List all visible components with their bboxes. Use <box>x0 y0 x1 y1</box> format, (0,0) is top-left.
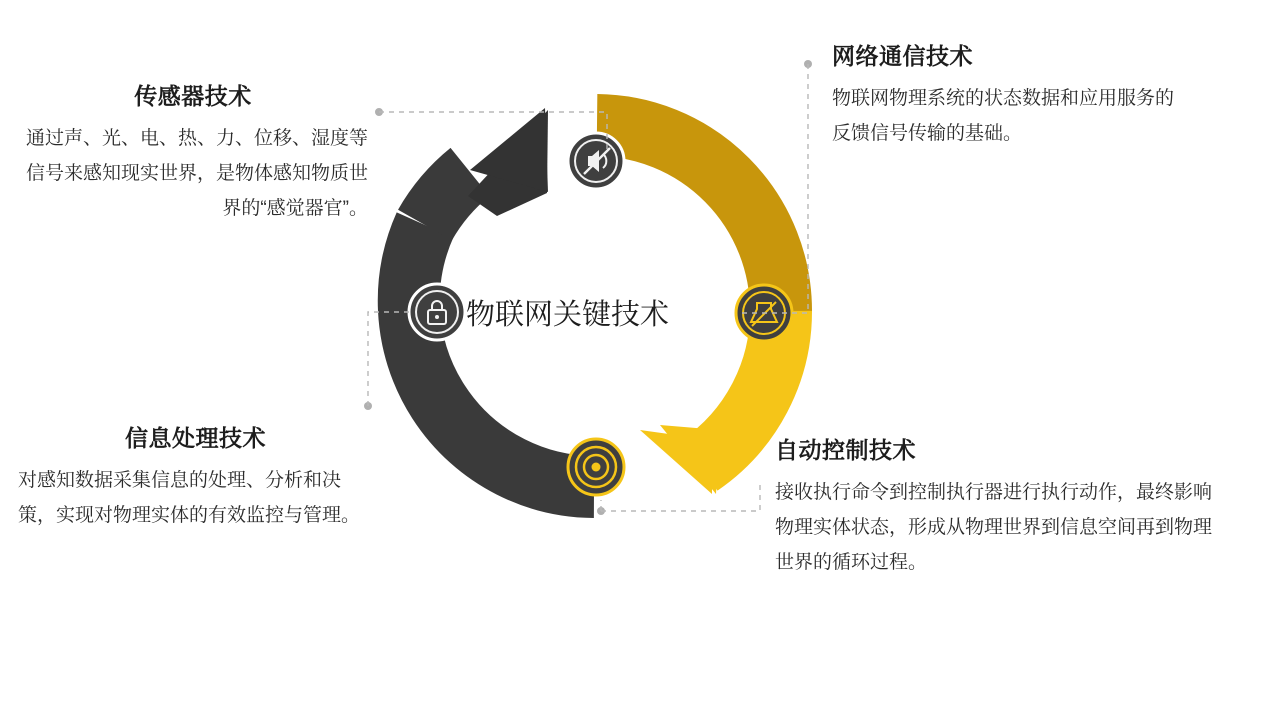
arc-gold-right <box>597 125 781 311</box>
connector-control <box>597 480 760 515</box>
node-icon-center-lock[interactable] <box>409 284 465 340</box>
node-title-control: 自动控制技术 <box>775 437 916 463</box>
node-body-network: 物联网物理系统的状态数据和应用服务的反馈信号传输的基础。 <box>832 88 1175 145</box>
node-block-info <box>18 420 373 533</box>
node-title-sensor: 传感器技术 <box>134 83 252 109</box>
node-icon-sensor[interactable] <box>568 133 624 189</box>
node-icon-control[interactable] <box>568 439 624 495</box>
node-body-control: 接收执行命令到控制执行器进行执行动作，最终影响物理实体状态，形成从物理世界到信息空间再到物理世界的循环过程。 <box>775 482 1213 574</box>
node-block-network <box>832 38 1192 151</box>
node-body-sensor: 通过声、光、电、热、力、位移、湿度等信号来感知现实世界，是物体感知物质世界的“感觉器官”。 <box>25 128 368 220</box>
node-block-control <box>775 432 1225 580</box>
center-label: 物联网关键技术 <box>466 299 670 331</box>
node-title-network: 网络通信技术 <box>832 43 973 69</box>
node-block-sensor <box>18 78 368 226</box>
node-title-info: 信息处理技术 <box>125 425 266 451</box>
node-body-info: 对感知数据采集信息的处理、分析和决策，实现对物理实体的有效监控与管理。 <box>18 470 361 527</box>
